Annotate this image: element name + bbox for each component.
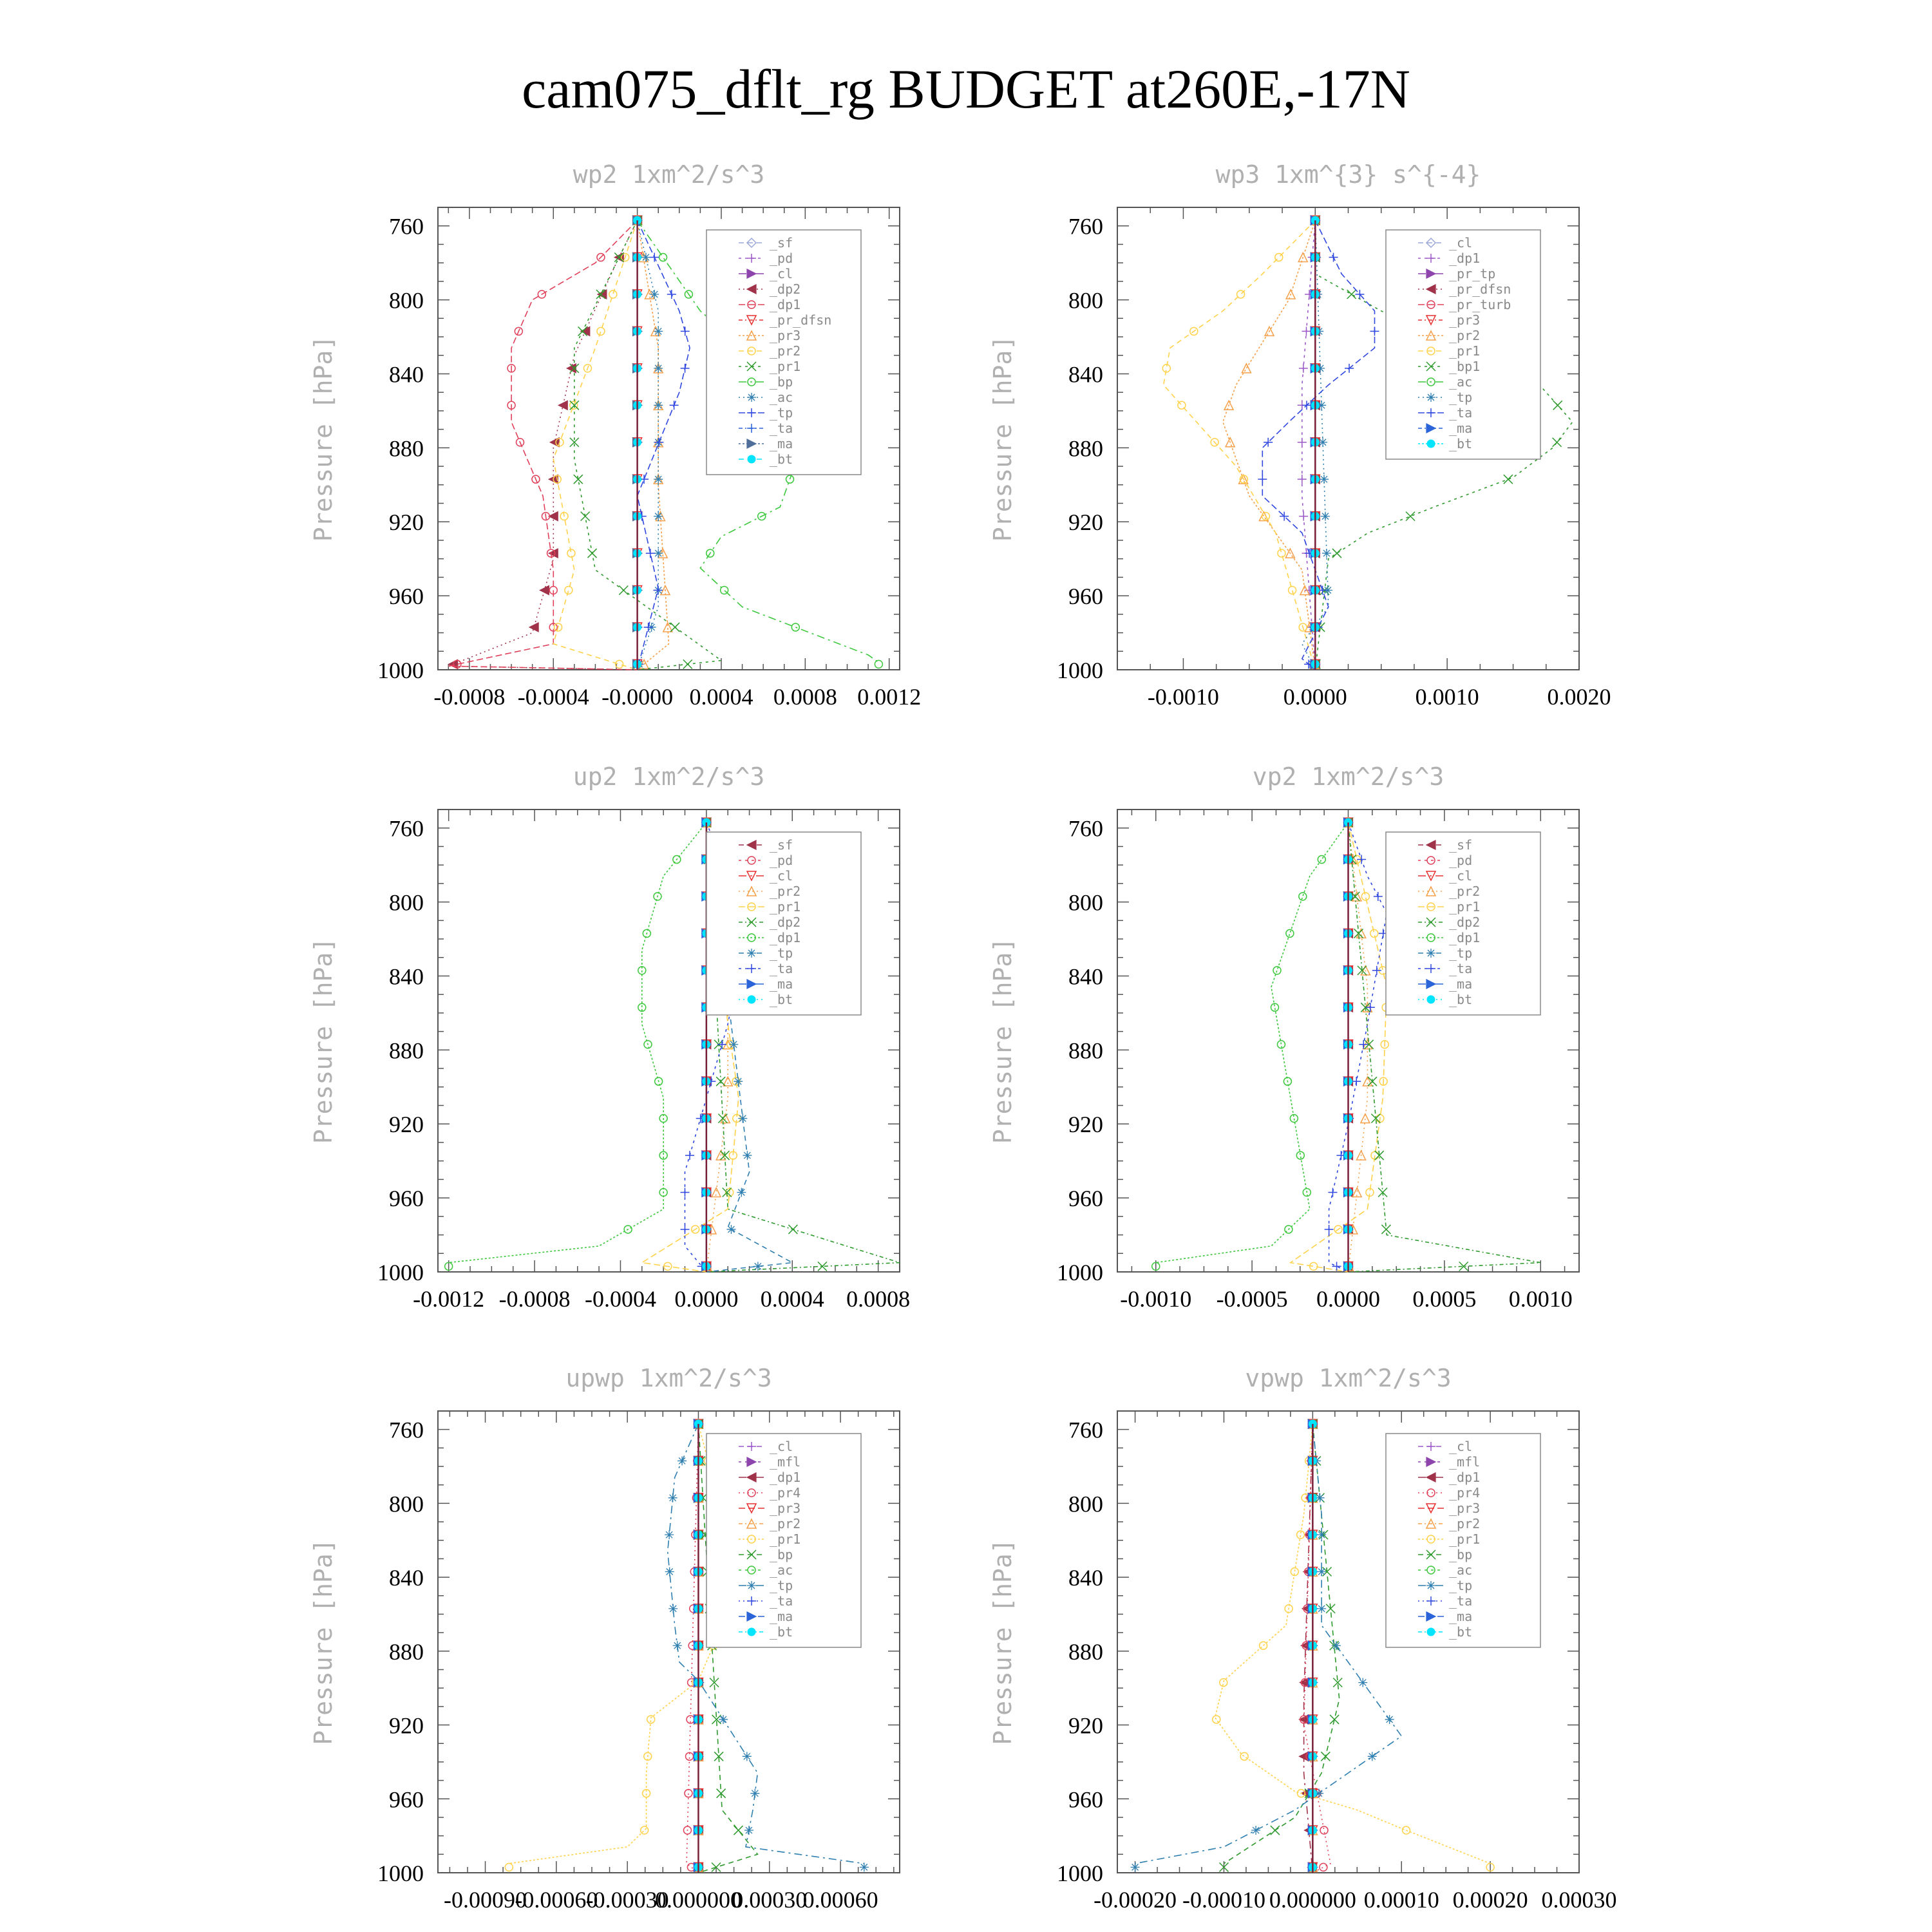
panel-1 — [309, 160, 921, 710]
data-point — [1273, 967, 1281, 974]
series-line — [553, 216, 641, 670]
data-point — [668, 1493, 677, 1502]
legend-label: _pr2 — [1449, 884, 1481, 899]
y-tick-label: 840 — [389, 1565, 424, 1591]
legend — [1386, 230, 1540, 459]
y-tick-label: 840 — [389, 963, 424, 990]
data-point — [1374, 892, 1383, 901]
y-tick-label: 840 — [1068, 361, 1103, 388]
data-point — [549, 512, 558, 521]
data-point — [1240, 1752, 1248, 1760]
data-point — [744, 1826, 753, 1835]
legend-label: _dp1 — [1449, 251, 1481, 266]
legend-label: _pr_tp — [1449, 266, 1496, 281]
x-tick-label: -0.0000 — [601, 684, 674, 710]
y-axis-label: Pressure [hPa] — [989, 1539, 1017, 1745]
data-point — [1385, 1715, 1394, 1724]
y-tick-label: 920 — [389, 1112, 424, 1138]
data-point — [1322, 549, 1331, 558]
data-point — [677, 1456, 687, 1465]
legend-label: _ta — [1449, 961, 1473, 976]
data-point — [529, 623, 538, 632]
x-tick-label: 0.0005 — [1412, 1286, 1477, 1312]
data-point — [1553, 401, 1562, 410]
x-tick-label: 0.000000 — [654, 1887, 742, 1913]
panel-title: wp2 1xm^2/s^3 — [573, 160, 765, 189]
x-tick-label: 0.0000 — [1283, 684, 1347, 710]
data-point — [641, 253, 650, 262]
y-tick-label: 960 — [389, 1186, 424, 1212]
data-point — [716, 1077, 725, 1086]
x-tick-label: -0.0004 — [517, 684, 589, 710]
series-line — [1152, 819, 1352, 1270]
data-point — [1321, 512, 1330, 521]
legend-label: _pr4 — [770, 1485, 801, 1501]
legend-label: _pr4 — [1449, 1485, 1481, 1501]
legend-label: _pd — [1449, 853, 1473, 868]
y-tick-label: 800 — [389, 1491, 424, 1517]
legend-label: _bp — [1449, 1547, 1473, 1562]
legend-label: _pr3 — [770, 1501, 801, 1516]
data-point — [743, 1151, 752, 1160]
data-point — [1178, 401, 1186, 409]
y-tick-label: 1000 — [1057, 1260, 1103, 1285]
data-point — [1275, 254, 1283, 261]
data-point — [1271, 1826, 1280, 1835]
y-tick-label: 800 — [389, 889, 424, 916]
data-point — [1299, 512, 1308, 521]
data-point — [726, 1225, 735, 1234]
legend-label: _cl — [1449, 1439, 1473, 1454]
y-tick-label: 1000 — [1057, 658, 1103, 683]
data-point — [1325, 1225, 1334, 1234]
data-point — [1251, 1826, 1260, 1835]
data-point — [734, 1077, 743, 1086]
legend-label: _sf — [770, 837, 793, 853]
x-tick-label: 0.0000 — [1316, 1286, 1380, 1312]
legend-label: _ac — [770, 390, 793, 405]
data-point — [1289, 587, 1296, 594]
y-tick-label: 1000 — [377, 658, 424, 683]
legend — [706, 832, 861, 1015]
data-point — [750, 1789, 759, 1798]
data-point — [1332, 1641, 1341, 1650]
legend-label: _pd — [770, 251, 793, 266]
legend-label: _pr3 — [1449, 312, 1481, 328]
legend-label: _cl — [770, 868, 793, 884]
data-point — [650, 253, 659, 262]
y-tick-label: 960 — [1068, 1786, 1103, 1813]
legend — [706, 230, 861, 475]
data-point — [1328, 1188, 1337, 1197]
y-tick-label: 800 — [1068, 1491, 1103, 1517]
legend-label: _cl — [770, 266, 793, 281]
y-axis-label: Pressure [hPa] — [309, 937, 337, 1144]
y-tick-label: 960 — [1068, 1186, 1103, 1212]
legend-label: _pr2 — [770, 884, 801, 899]
legend-label: _ac — [1449, 374, 1473, 390]
legend-label: _ac — [1449, 1562, 1473, 1578]
legend-label: _ma — [1449, 976, 1473, 992]
legend-label: _ta — [1449, 405, 1473, 421]
data-point — [1406, 512, 1415, 521]
legend-label: _tp — [1449, 1578, 1473, 1593]
legend-label: _dp1 — [770, 1470, 801, 1485]
y-tick-label: 840 — [389, 361, 424, 388]
data-point — [1302, 327, 1311, 336]
series-line — [1131, 1419, 1402, 1871]
data-point — [1278, 549, 1285, 557]
x-tick-label: -0.00010 — [1182, 1887, 1265, 1913]
legend-label: _tp — [770, 1578, 793, 1593]
x-tick-label: 0.0004 — [689, 684, 753, 710]
legend-label: _pr3 — [770, 328, 801, 343]
series-line — [1219, 1419, 1342, 1871]
data-point — [1329, 253, 1338, 262]
data-point — [685, 1151, 694, 1160]
legend-label: _dp1 — [770, 297, 801, 312]
panel-6 — [989, 1364, 1617, 1913]
data-point — [1298, 475, 1307, 484]
data-point — [1317, 1604, 1326, 1613]
legend-label: _tp — [770, 945, 793, 961]
y-tick-label: 760 — [389, 213, 424, 240]
data-point — [667, 290, 676, 299]
x-tick-label: -0.0010 — [1147, 684, 1219, 710]
x-tick-label: 0.0010 — [1508, 1286, 1573, 1312]
data-point — [619, 586, 628, 595]
data-point — [1363, 1077, 1372, 1086]
data-point — [654, 401, 663, 410]
legend-label: _bp1 — [1449, 359, 1481, 374]
legend-label: _ta — [770, 421, 793, 436]
data-point — [574, 475, 583, 484]
legend-label: _ma — [770, 1609, 793, 1624]
data-point — [665, 1567, 674, 1577]
legend-label: _bt — [1449, 992, 1473, 1007]
series-line — [570, 216, 721, 670]
legend-label: _tp — [1449, 945, 1473, 961]
data-point — [1504, 475, 1513, 484]
data-point — [646, 549, 655, 558]
data-point — [1368, 1752, 1377, 1761]
legend-label: _pr2 — [1449, 1516, 1481, 1531]
data-point — [659, 254, 667, 261]
data-point — [1370, 327, 1379, 336]
x-tick-label: -0.0010 — [1120, 1286, 1192, 1312]
legend-label: _pr1 — [770, 899, 801, 914]
data-point — [1361, 893, 1369, 900]
y-tick-label: 880 — [1068, 435, 1103, 462]
legend-label: _pr_dfsn — [770, 312, 832, 328]
data-point — [1213, 1716, 1220, 1723]
panel-title: up2 1xm^2/s^3 — [573, 762, 765, 791]
x-tick-label: 0.00010 — [1363, 1887, 1439, 1913]
data-point — [729, 1040, 738, 1049]
data-point — [540, 586, 549, 595]
data-point — [654, 327, 663, 336]
legend-label: _dp2 — [1449, 914, 1481, 930]
data-point — [654, 512, 663, 521]
legend-label: _bt — [1449, 436, 1473, 451]
data-point — [1286, 929, 1294, 937]
y-tick-label: 800 — [1068, 889, 1103, 916]
legend-label: _bp — [770, 374, 793, 390]
x-tick-label: 0.0012 — [857, 684, 922, 710]
data-point — [788, 1225, 797, 1234]
data-point — [609, 290, 617, 298]
legend-label: _pr1 — [1449, 899, 1481, 914]
legend-label: _sf — [1449, 837, 1473, 853]
data-point — [565, 587, 573, 594]
data-point — [683, 659, 692, 668]
data-point — [734, 1826, 743, 1835]
data-point — [753, 1262, 762, 1271]
legend-label: _dp2 — [770, 281, 801, 297]
data-point — [875, 660, 882, 668]
y-tick-label: 1000 — [377, 1260, 424, 1285]
data-point — [1553, 438, 1562, 447]
y-tick-label: 760 — [389, 1417, 424, 1443]
x-tick-label: -0.0008 — [433, 684, 506, 710]
x-tick-label: -0.0005 — [1216, 1286, 1288, 1312]
data-point — [681, 1188, 690, 1197]
x-tick-label: 0.000000 — [1269, 1887, 1356, 1913]
data-point — [1237, 290, 1245, 298]
series-line — [448, 216, 641, 670]
legend-label: _bt — [1449, 1624, 1473, 1640]
legend-label: _sf — [770, 235, 793, 251]
data-point — [670, 401, 679, 410]
data-point — [505, 1863, 513, 1871]
legend-label: _ma — [770, 436, 793, 451]
x-tick-label: 0.0010 — [1415, 684, 1479, 710]
data-point — [1302, 401, 1311, 410]
legend-label: _bt — [770, 1624, 793, 1640]
data-point — [1242, 364, 1251, 373]
y-tick-label: 800 — [389, 287, 424, 314]
data-point — [1317, 1530, 1326, 1539]
panel-title: upwp 1xm^2/s^3 — [565, 1364, 772, 1392]
data-point — [685, 1790, 692, 1797]
x-tick-label: -0.00060 — [515, 1887, 598, 1913]
legend-label: _cl — [1449, 235, 1473, 251]
y-axis-label: Pressure [hPa] — [309, 335, 337, 542]
legend-label: _ma — [770, 976, 793, 992]
data-point — [588, 549, 597, 558]
x-tick-label: 0.0020 — [1547, 684, 1611, 710]
data-point — [654, 364, 663, 373]
y-tick-label: 1000 — [1057, 1861, 1103, 1886]
data-point — [786, 475, 794, 483]
legend-label: _ma — [1449, 1609, 1473, 1624]
y-tick-label: 760 — [1068, 213, 1103, 240]
data-point — [1299, 893, 1307, 900]
legend — [1386, 1434, 1540, 1647]
x-tick-label: -0.00090 — [444, 1887, 527, 1913]
y-tick-label: 960 — [1068, 583, 1103, 610]
data-point — [721, 587, 728, 594]
y-tick-label: 960 — [389, 1786, 424, 1813]
y-tick-label: 880 — [389, 1037, 424, 1064]
data-point — [681, 1225, 690, 1234]
legend-label: _dp1 — [770, 930, 801, 945]
x-tick-label: -0.00020 — [1094, 1887, 1177, 1913]
data-point — [581, 512, 590, 521]
data-point — [1220, 1679, 1227, 1687]
x-tick-label: 0.00030 — [1541, 1887, 1617, 1913]
y-tick-label: 880 — [389, 1638, 424, 1665]
x-tick-label: -0.0008 — [498, 1286, 571, 1312]
y-tick-label: 880 — [389, 435, 424, 462]
data-point — [737, 1188, 746, 1197]
data-point — [654, 549, 663, 558]
legend-label: _pr2 — [770, 1516, 801, 1531]
y-tick-label: 840 — [1068, 963, 1103, 990]
y-tick-label: 840 — [1068, 1565, 1103, 1591]
series-line — [445, 819, 710, 1270]
y-tick-label: 920 — [389, 1712, 424, 1739]
legend — [1386, 832, 1540, 1015]
legend-label: _cl — [770, 1439, 793, 1454]
legend-label: _ta — [770, 1593, 793, 1609]
legend-label: _bt — [770, 992, 793, 1007]
legend-label: _pr_dfsn — [1449, 281, 1511, 297]
legend-label: _pr2 — [1449, 328, 1481, 343]
data-point — [665, 1530, 674, 1539]
series-line — [448, 216, 641, 670]
y-tick-label: 800 — [1068, 287, 1103, 314]
data-point — [1298, 438, 1307, 447]
x-tick-label: -0.0012 — [413, 1286, 485, 1312]
figure-title: cam075_dflt_rg BUDGET at260E,-17N — [522, 58, 1410, 120]
y-axis-label: Pressure [hPa] — [309, 1539, 337, 1745]
legend-label: _dp1 — [1449, 1470, 1481, 1485]
data-point — [570, 401, 578, 409]
data-point — [1330, 1715, 1339, 1724]
legend-label: _mfl — [1449, 1454, 1481, 1470]
data-point — [1318, 856, 1325, 864]
legend-label: _pr2 — [770, 343, 801, 359]
legend-label: _tp — [1449, 390, 1473, 405]
data-point — [673, 1641, 682, 1650]
data-point — [743, 1752, 752, 1761]
x-tick-label: 0.0008 — [846, 1286, 911, 1312]
data-point — [1131, 1862, 1140, 1871]
x-tick-label: 0.00030 — [732, 1887, 808, 1913]
panel-title: wp3 1xm^{3} s^{-4} — [1215, 160, 1481, 189]
data-point — [681, 327, 690, 336]
legend-label: _pr1 — [1449, 1531, 1481, 1547]
panel-2 — [989, 160, 1611, 710]
legend-label: _ac — [770, 1562, 793, 1578]
series-line — [1223, 216, 1320, 670]
x-tick-label: 0.00020 — [1452, 1887, 1528, 1913]
data-point — [719, 1715, 728, 1724]
legend-label: _ta — [770, 961, 793, 976]
data-point — [1299, 364, 1308, 373]
data-point — [650, 290, 659, 299]
legend-label: _pr1 — [770, 1531, 801, 1547]
y-axis-label: Pressure [hPa] — [989, 335, 1017, 542]
y-tick-label: 960 — [389, 583, 424, 610]
legend-label: _pd — [770, 853, 793, 868]
panel-4 — [989, 762, 1579, 1312]
legend-label: _dp2 — [770, 914, 801, 930]
panel-title: vpwp 1xm^2/s^3 — [1245, 1364, 1452, 1392]
x-tick-label: -0.0004 — [584, 1286, 656, 1312]
data-point — [1370, 929, 1378, 937]
legend-label: _bp — [770, 1547, 793, 1562]
legend-label: _tp — [770, 405, 793, 421]
panel-5 — [309, 1364, 900, 1913]
y-axis-label: Pressure [hPa] — [989, 937, 1017, 1144]
data-point — [668, 1604, 677, 1613]
panel-title: vp2 1xm^2/s^3 — [1252, 762, 1444, 791]
y-tick-label: 760 — [1068, 1417, 1103, 1443]
legend-label: _pr1 — [770, 359, 801, 374]
y-tick-label: 920 — [1068, 1112, 1103, 1138]
y-tick-label: 920 — [1068, 1712, 1103, 1739]
data-point — [681, 364, 690, 373]
y-tick-label: 920 — [389, 509, 424, 536]
y-tick-label: 1000 — [377, 1861, 424, 1886]
data-point — [670, 623, 679, 632]
legend-label: _bt — [770, 451, 793, 467]
x-tick-label: 0.0008 — [773, 684, 837, 710]
data-point — [1332, 1262, 1341, 1271]
data-point — [1320, 475, 1329, 484]
data-point — [641, 1826, 649, 1834]
data-point — [738, 1114, 747, 1123]
data-point — [597, 327, 605, 335]
y-tick-label: 880 — [1068, 1638, 1103, 1665]
data-point — [860, 1862, 869, 1871]
legend-label: _dp1 — [1449, 930, 1481, 945]
data-point — [558, 401, 567, 410]
y-tick-label: 760 — [1068, 815, 1103, 842]
x-tick-label: 0.0004 — [760, 1286, 824, 1312]
y-tick-label: 920 — [1068, 509, 1103, 536]
legend-label: _pr_turb — [1449, 297, 1511, 312]
data-point — [654, 475, 663, 484]
x-tick-label: 0.0000 — [674, 1286, 739, 1312]
y-tick-label: 760 — [389, 815, 424, 842]
legend-label: _pr3 — [1449, 1501, 1481, 1516]
data-point — [1332, 549, 1341, 558]
x-tick-label: -0.00030 — [585, 1887, 669, 1913]
legend-label: _mfl — [770, 1454, 801, 1470]
y-tick-label: 880 — [1068, 1037, 1103, 1064]
series-line — [1162, 216, 1319, 670]
series-line — [1291, 819, 1390, 1272]
legend-label: _cl — [1449, 868, 1473, 884]
data-point — [1347, 290, 1356, 299]
data-point — [1358, 1678, 1367, 1687]
data-point — [1320, 1863, 1327, 1871]
data-point — [1317, 1567, 1326, 1577]
legend-label: _pr1 — [1449, 343, 1481, 359]
data-point — [1321, 1752, 1330, 1761]
data-point — [1258, 475, 1267, 484]
legend — [706, 1434, 861, 1647]
legend-label: _ma — [1449, 421, 1473, 436]
x-tick-label: 0.00060 — [802, 1887, 878, 1913]
data-point — [791, 623, 799, 631]
panel-3 — [309, 762, 910, 1312]
legend-label: _ta — [1449, 1593, 1473, 1609]
